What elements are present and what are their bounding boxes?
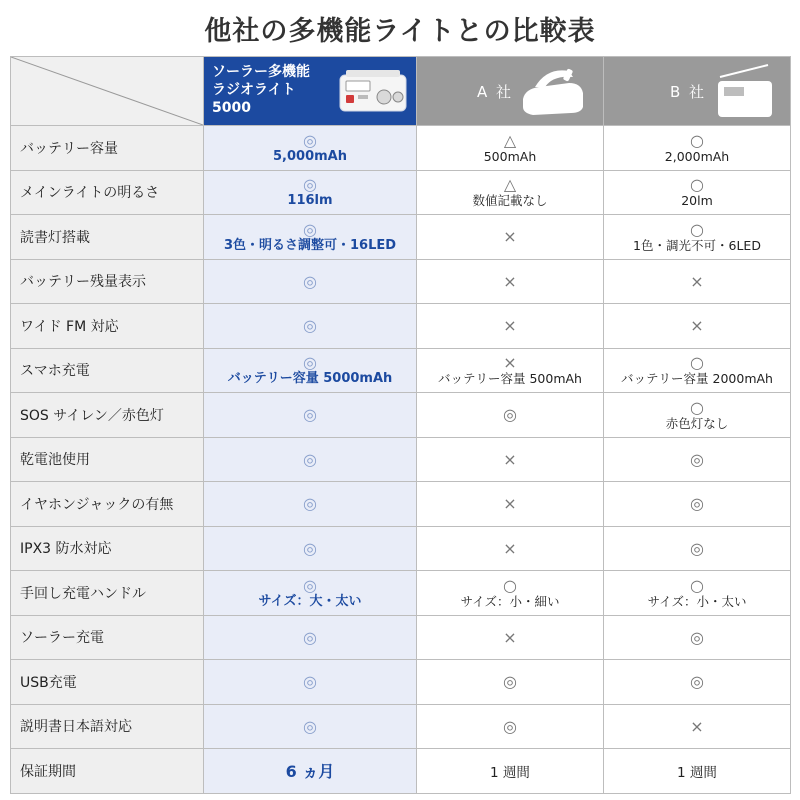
feature-label: メインライトの明るさ [11,170,204,215]
rating-cell-b [604,215,791,260]
double-circle-icon: ◎ [690,449,704,469]
circle-icon: ○ [690,219,704,239]
cross-icon: × [503,449,517,469]
rating-cell-a [417,170,604,215]
feature-label: 読書灯搭載 [11,215,204,260]
feature-label: USB充電 [11,660,204,705]
table-row [11,526,791,571]
main-product-label [212,63,310,117]
cross-icon: × [503,494,517,514]
table-row [11,259,791,304]
double-circle-icon: ◎ [303,494,317,514]
rating-cell-content [417,571,603,615]
double-circle-icon: ◎ [303,627,317,647]
main-product-label-line: ラジオライト [212,82,296,98]
rating-cell-content [204,527,416,571]
rating-cell-content [417,304,603,348]
warranty-main [204,749,417,794]
cross-icon: × [690,271,704,291]
cross-icon: × [503,227,517,247]
rating-note: 116lm [287,193,333,209]
rating-cell-main [204,482,417,527]
double-circle-icon: ◎ [303,130,317,150]
rating-cell-content [604,660,790,704]
cross-icon: × [503,316,517,336]
rating-cell-main [204,660,417,705]
rating-cell-content [417,438,603,482]
double-circle-icon: ◎ [303,175,317,195]
table-row [11,704,791,749]
warranty-b [604,749,791,794]
rating-cell-content [204,260,416,304]
rating-cell-main [204,126,417,171]
rating-cell-content [204,171,416,215]
main-product-label-line: ソーラー多機能 [212,64,310,80]
rating-cell-b [604,259,791,304]
rating-note: 500mAh [483,148,537,164]
rating-cell-b [604,348,791,393]
rating-note: 1色・調光不可・6LED [633,237,761,253]
rating-cell-main [204,348,417,393]
double-circle-icon: ◎ [503,672,517,692]
rating-cell-content [604,126,790,170]
rating-cell-main [204,615,417,660]
rating-cell-a [417,348,604,393]
rating-cell-content [604,482,790,526]
rating-cell-b [604,660,791,705]
double-circle-icon: ◎ [303,538,317,558]
rating-cell-a [417,571,604,616]
double-circle-icon: ◎ [303,672,317,692]
header-company-a [417,57,604,126]
competitor-a-light-icon [517,63,589,121]
feature-label: 説明書日本語対応 [11,704,204,749]
rating-note: 数値記載なし [472,193,548,209]
rating-note: 5,000mAh [273,148,347,164]
table-row [11,437,791,482]
rating-cell-main [204,304,417,349]
rating-cell-a [417,660,604,705]
rating-cell-a [417,482,604,527]
rating-cell-b [604,437,791,482]
rating-cell-content [604,705,790,749]
company-b-label: B 社 [670,83,707,101]
rating-cell-a [417,615,604,660]
table-row [11,482,791,527]
rating-note: 赤色灯なし [665,415,729,431]
rating-note: サイズ：小・細い [460,593,560,609]
rating-cell-a [417,126,604,171]
circle-icon: ○ [503,575,517,595]
rating-note: バッテリー容量 500mAh [438,371,582,387]
rating-cell-main [204,215,417,260]
rating-cell-content [604,171,790,215]
rating-cell-content [204,660,416,704]
circle-icon: ○ [690,397,704,417]
rating-cell-main [204,170,417,215]
rating-cell-a [417,704,604,749]
rating-note: 2,000mAh [664,148,730,164]
warranty-a [417,749,604,794]
double-circle-icon: ◎ [503,716,517,736]
rating-cell-main [204,259,417,304]
rating-note: サイズ：小・太い [647,593,747,609]
rating-cell-a [417,259,604,304]
cross-icon: × [503,353,517,373]
rating-cell-b [604,170,791,215]
circle-icon: ○ [690,130,704,150]
rating-note: 20lm [681,193,713,209]
rating-cell-content [604,349,790,393]
feature-label: SOS サイレン／赤色灯 [11,393,204,438]
double-circle-icon: ◎ [303,271,317,291]
rating-cell-a [417,215,604,260]
rating-cell-content [604,393,790,437]
double-circle-icon: ◎ [303,316,317,336]
rating-cell-main [204,526,417,571]
rating-cell-content [604,527,790,571]
radio-light-product-icon [338,67,408,115]
warranty-value: 1 週間 [490,764,530,781]
rating-cell-a [417,304,604,349]
page-title: 他社の多機能ライトとの比較表 [204,15,596,47]
competitor-b-radio-icon [710,63,776,121]
main-product-label-line: 5000 [212,100,251,116]
rating-cell-content [417,616,603,660]
double-circle-icon: ◎ [690,627,704,647]
rating-cell-content [204,571,416,615]
header-main-product [204,57,417,126]
rating-cell-content [417,705,603,749]
double-circle-icon: ◎ [303,219,317,239]
rating-cell-content [204,616,416,660]
rating-cell-main [204,393,417,438]
header-company-b [604,57,791,126]
rating-cell-content [604,438,790,482]
rating-cell-content [417,171,603,215]
rating-cell-content [417,527,603,571]
feature-label: ソーラー充電 [11,615,204,660]
rating-cell-a [417,393,604,438]
double-circle-icon: ◎ [303,575,317,595]
feature-label: バッテリー容量 [11,126,204,171]
triangle-icon: △ [503,130,517,150]
rating-cell-content [204,215,416,259]
rating-cell-content [204,304,416,348]
rating-cell-content [417,393,603,437]
rating-cell-b [604,304,791,349]
rating-cell-b [604,615,791,660]
rating-cell-content [417,260,603,304]
company-a-label: A 社 [477,83,514,101]
rating-cell-content [204,393,416,437]
corner-cell [11,57,204,126]
rating-cell-a [417,526,604,571]
table-row [11,571,791,616]
rating-cell-content [204,126,416,170]
circle-icon: ○ [690,575,704,595]
rating-cell-content [417,482,603,526]
warranty-row [11,749,791,794]
feature-label: IPX3 防水対応 [11,526,204,571]
rating-cell-content [417,660,603,704]
rating-cell-main [204,437,417,482]
cross-icon: × [503,627,517,647]
double-circle-icon: ◎ [303,716,317,736]
table-row [11,126,791,171]
rating-note: バッテリー容量 5000mAh [227,371,393,387]
feature-label: 保証期間 [11,749,204,794]
cross-icon: × [690,316,704,336]
table-row [11,393,791,438]
rating-cell-b [604,704,791,749]
rating-cell-content [604,260,790,304]
rating-note: サイズ：大・太い [258,593,362,609]
rating-cell-content [604,616,790,660]
diagonal-line-icon [11,57,203,125]
rating-cell-b [604,571,791,616]
double-circle-icon: ◎ [690,538,704,558]
feature-label: イヤホンジャックの有無 [11,482,204,527]
table-row [11,660,791,705]
feature-label: スマホ充電 [11,348,204,393]
rating-cell-main [204,571,417,616]
rating-cell-content [417,126,603,170]
rating-cell-content [204,349,416,393]
rating-cell-content [204,482,416,526]
rating-cell-content [604,571,790,615]
feature-label: 乾電池使用 [11,437,204,482]
double-circle-icon: ◎ [690,672,704,692]
rating-cell-b [604,482,791,527]
comparison-table [10,56,791,794]
rating-cell-b [604,126,791,171]
double-circle-icon: ◎ [503,405,517,425]
rating-cell-content [604,215,790,259]
rating-note: バッテリー容量 2000mAh [621,371,773,387]
table-row [11,170,791,215]
rating-cell-content [417,215,603,259]
header-row [11,57,791,126]
triangle-icon: △ [503,175,517,195]
rating-cell-content [204,438,416,482]
rating-cell-a [417,437,604,482]
feature-label: ワイド FM 対応 [11,304,204,349]
rating-cell-content [604,304,790,348]
cross-icon: × [503,538,517,558]
rating-note: 3色・明るさ調整可・16LED [223,237,397,253]
circle-icon: ○ [690,175,704,195]
rating-cell-main [204,704,417,749]
table-row [11,615,791,660]
feature-label: 手回し充電ハンドル [11,571,204,616]
warranty-value: 1 週間 [677,764,717,781]
rating-cell-content [204,705,416,749]
double-circle-icon: ◎ [690,494,704,514]
rating-cell-b [604,526,791,571]
table-row [11,348,791,393]
feature-label: バッテリー残量表示 [11,259,204,304]
double-circle-icon: ◎ [303,449,317,469]
cross-icon: × [690,716,704,736]
table-row [11,304,791,349]
rating-cell-content [417,349,603,393]
warranty-value: 6 ヵ月 [285,762,335,782]
double-circle-icon: ◎ [303,405,317,425]
rating-cell-b [604,393,791,438]
table-row [11,215,791,260]
double-circle-icon: ◎ [303,353,317,373]
cross-icon: × [503,271,517,291]
circle-icon: ○ [690,353,704,373]
